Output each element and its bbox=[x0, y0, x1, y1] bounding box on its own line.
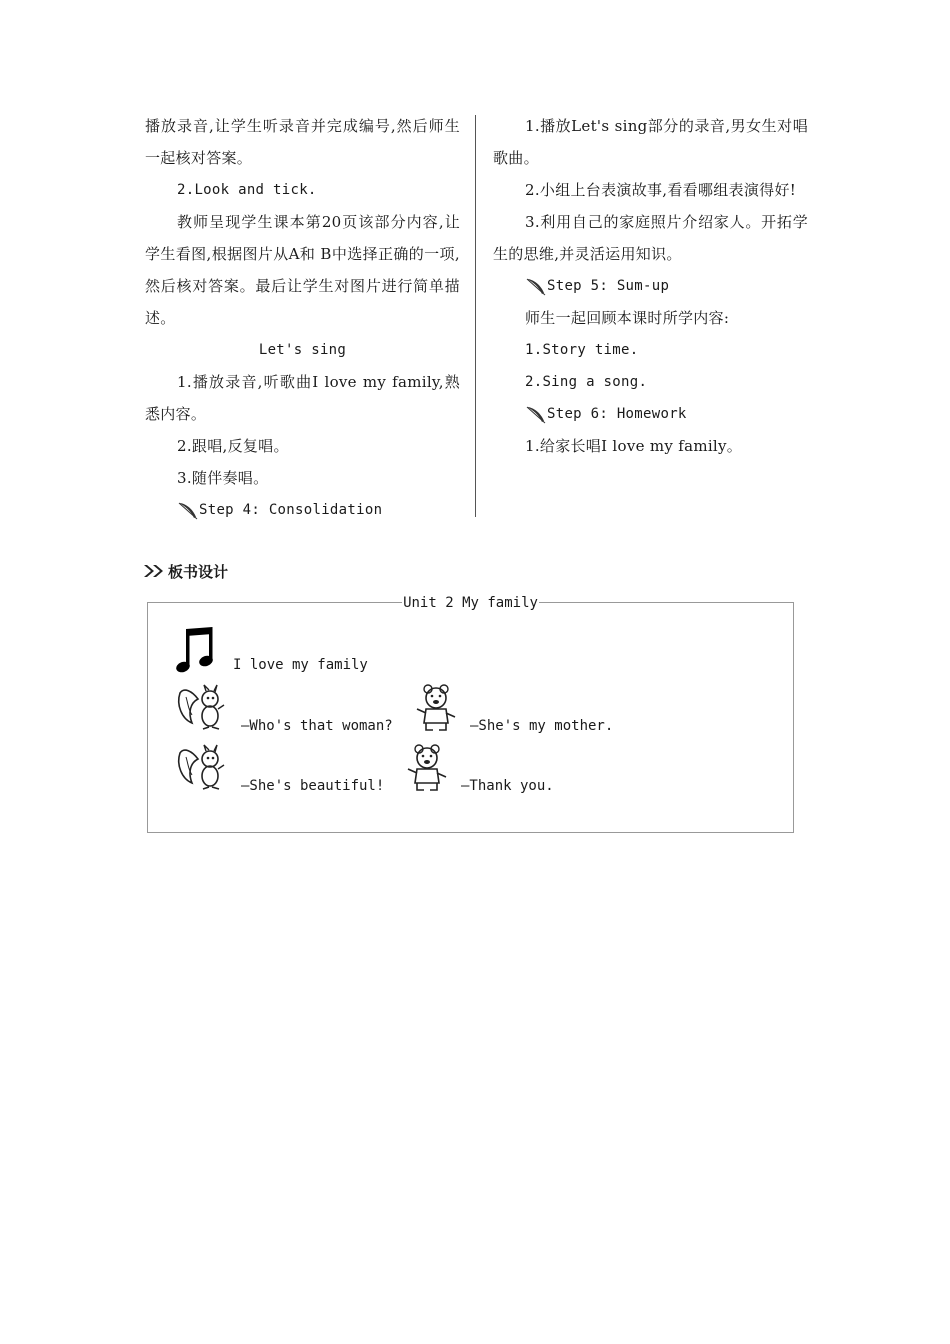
step-heading bbox=[145, 494, 460, 526]
dialogue-line: —She's my mother. bbox=[470, 718, 614, 734]
paragraph: 1.Story time. bbox=[525, 342, 639, 358]
squirrel-icon bbox=[176, 683, 228, 733]
left-column bbox=[145, 110, 460, 526]
board-design-heading bbox=[143, 560, 228, 582]
paragraph: 3.利用自己的家庭照片介绍家人。开拓学生的思维,并灵活运用知识。 bbox=[493, 213, 808, 263]
step-label: Step 4: Consolidation bbox=[199, 502, 383, 518]
bear-icon bbox=[414, 683, 458, 733]
paragraph: 1.给家长唱I love my family。 bbox=[525, 437, 743, 455]
paragraph: 2.Look and tick. bbox=[177, 182, 317, 198]
dialogue-line: —Thank you. bbox=[461, 778, 554, 794]
column-divider bbox=[475, 115, 476, 517]
song-heading: Let's sing bbox=[258, 342, 347, 358]
feather-icon bbox=[177, 499, 199, 521]
step-heading bbox=[493, 398, 808, 430]
board-title: Unit 2 My family bbox=[403, 595, 538, 611]
paragraph: 2.跟唱,反复唱。 bbox=[177, 437, 289, 455]
feather-icon bbox=[525, 275, 547, 297]
heading-text: 板书设计 bbox=[168, 562, 229, 581]
step-label: Step 6: Homework bbox=[547, 406, 687, 422]
dialogue-line: —Who's that woman? bbox=[241, 718, 393, 734]
paragraph: 教师呈现学生课本第20页该部分内容,让学生看图,根据图片从A和 B中选择正确的一项,然后核对答案。最后让学生对图片进行简单描述。 bbox=[145, 213, 460, 327]
music-note-icon bbox=[176, 625, 218, 675]
paragraph: 3.随伴奏唱。 bbox=[177, 469, 269, 487]
paragraph: 2.Sing a song. bbox=[525, 374, 648, 390]
board-box bbox=[147, 595, 794, 833]
paragraph: 师生一起回顾本课时所学内容: bbox=[525, 309, 730, 327]
paragraph: 2.小组上台表演故事,看看哪组表演得好! bbox=[525, 181, 797, 199]
song-line: I love my family bbox=[233, 657, 368, 673]
paragraph: 1.播放录音,听歌曲I love my family,熟悉内容。 bbox=[145, 373, 460, 423]
right-column bbox=[493, 110, 808, 462]
dialogue-line: —She's beautiful! bbox=[241, 778, 385, 794]
paragraph: 播放录音,让学生听录音并完成编号,然后师生一起核对答案。 bbox=[145, 117, 460, 167]
squirrel-icon bbox=[176, 743, 228, 793]
paragraph: 1.播放Let's sing部分的录音,男女生对唱歌曲。 bbox=[493, 117, 808, 167]
bear-icon bbox=[405, 743, 449, 793]
step-heading bbox=[493, 270, 808, 302]
double-chevron-icon bbox=[143, 563, 167, 579]
step-label: Step 5: Sum-up bbox=[547, 278, 670, 294]
feather-icon bbox=[525, 403, 547, 425]
